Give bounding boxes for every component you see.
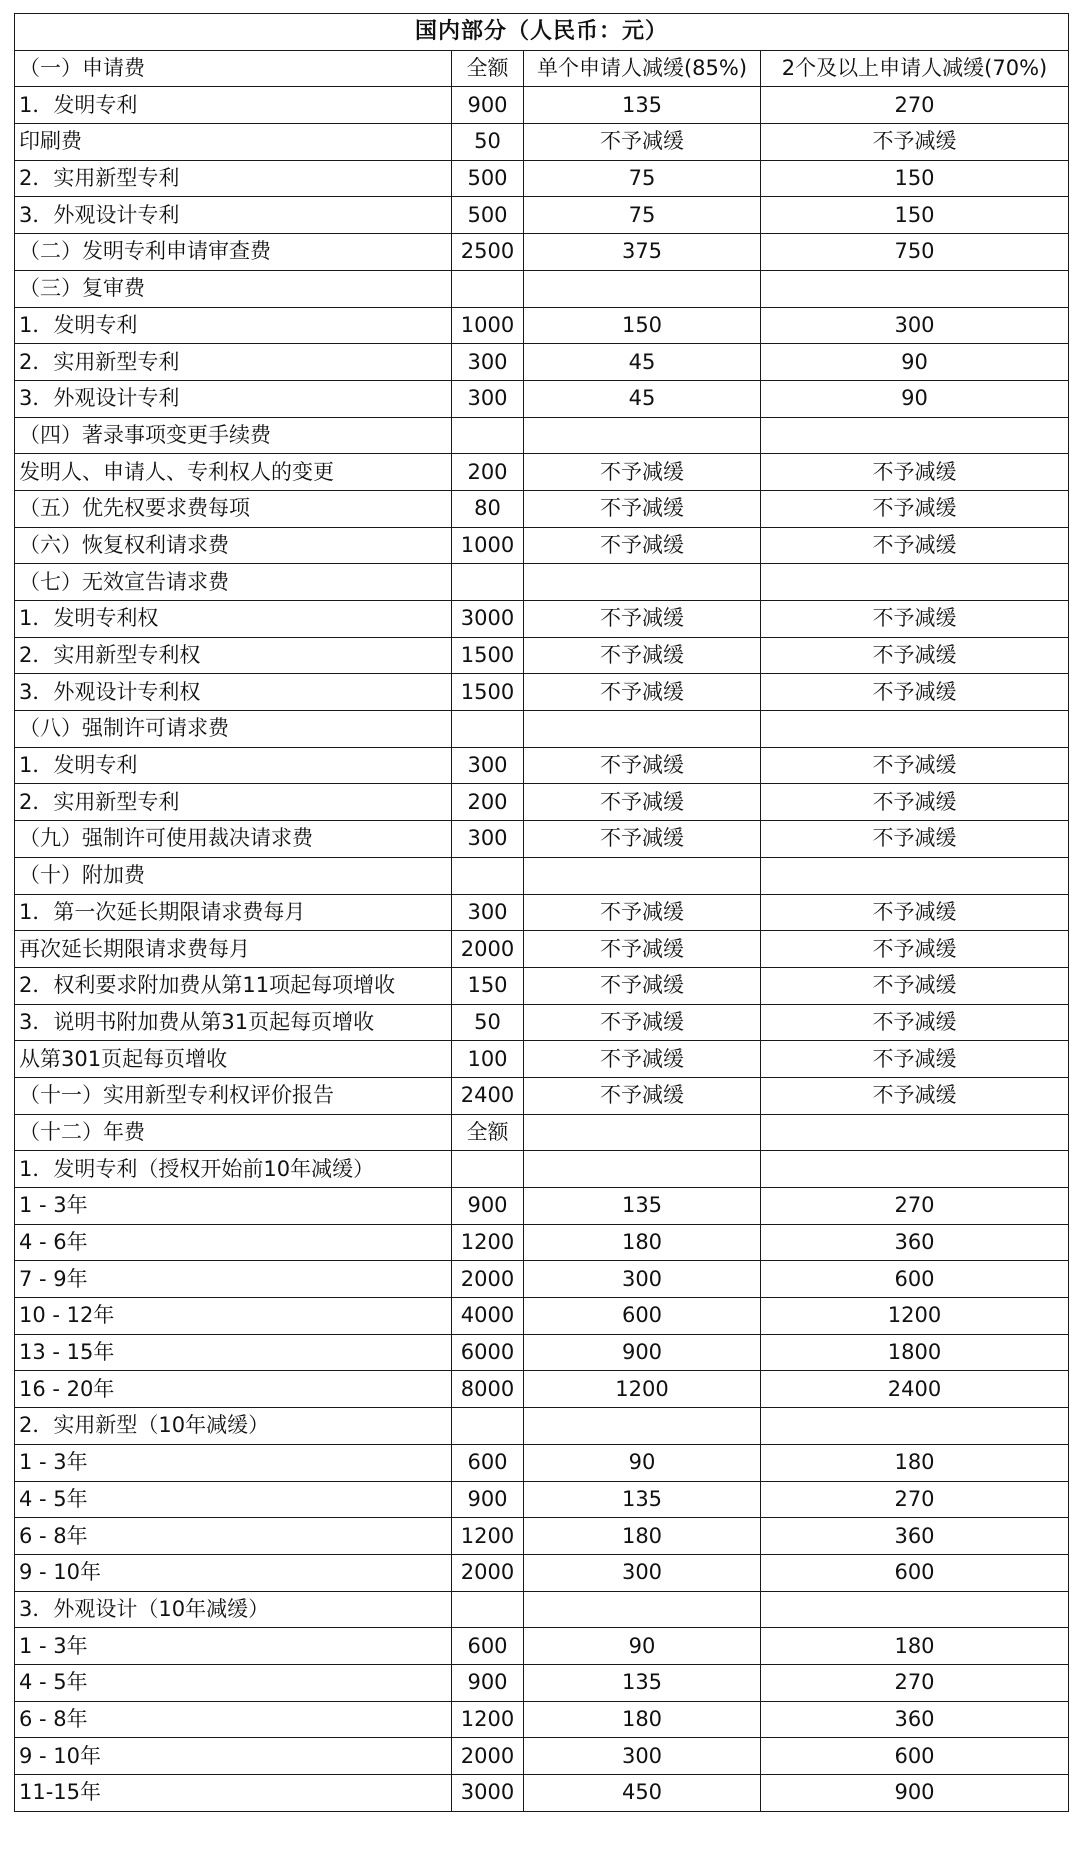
single-applicant-reduction-cell: 300 <box>524 1261 761 1298</box>
full-amount-cell: 300 <box>452 747 524 784</box>
item-name-cell: （四）著录事项变更手续费 <box>15 417 452 454</box>
full-amount-cell: 200 <box>452 454 524 491</box>
full-amount-cell: 900 <box>452 1481 524 1518</box>
table-row <box>15 1554 1069 1591</box>
item-name-cell: 从第301页起每页增收 <box>15 1041 452 1078</box>
full-amount-cell <box>452 711 524 748</box>
item-name-cell: 印刷费 <box>15 124 452 161</box>
single-applicant-reduction-cell <box>524 1408 761 1445</box>
single-applicant-reduction-cell: 不予减缓 <box>524 747 761 784</box>
item-name-cell: 1 - 3年 <box>15 1444 452 1481</box>
full-amount-cell: 1500 <box>452 674 524 711</box>
full-amount-cell: 2000 <box>452 1738 524 1775</box>
multi-applicant-reduction-cell: 不予减缓 <box>761 1041 1069 1078</box>
item-name-cell: 2．实用新型专利权 <box>15 637 452 674</box>
multi-applicant-reduction-cell: 180 <box>761 1628 1069 1665</box>
item-name-cell: 3．外观设计（10年减缓） <box>15 1591 452 1628</box>
single-applicant-reduction-cell: 不予减缓 <box>524 894 761 931</box>
table-row <box>15 1518 1069 1555</box>
table-row <box>15 747 1069 784</box>
single-applicant-reduction-cell: 135 <box>524 87 761 124</box>
multi-applicant-reduction-cell <box>761 1151 1069 1188</box>
table-row <box>15 1701 1069 1738</box>
table-row <box>15 1775 1069 1812</box>
single-applicant-reduction-cell: 75 <box>524 160 761 197</box>
table-row <box>15 344 1069 381</box>
single-applicant-reduction-cell <box>524 564 761 601</box>
full-amount-cell: 2500 <box>452 234 524 271</box>
full-amount-cell: 900 <box>452 1664 524 1701</box>
full-amount-cell: 300 <box>452 821 524 858</box>
table-row <box>15 1188 1069 1225</box>
multi-applicant-reduction-cell: 不予减缓 <box>761 527 1069 564</box>
multi-applicant-reduction-cell: 90 <box>761 344 1069 381</box>
item-name-cell: 1．发明专利 <box>15 87 452 124</box>
item-name-cell: 2．实用新型（10年减缓） <box>15 1408 452 1445</box>
multi-applicant-reduction-cell: 不予减缓 <box>761 674 1069 711</box>
item-name-cell: 4 - 5年 <box>15 1481 452 1518</box>
full-amount-cell: 全额 <box>452 50 524 87</box>
item-name-cell: 4 - 5年 <box>15 1664 452 1701</box>
table-row <box>15 1444 1069 1481</box>
single-applicant-reduction-cell: 300 <box>524 1738 761 1775</box>
full-amount-cell <box>452 1408 524 1445</box>
single-applicant-reduction-cell: 单个申请人减缓(85%) <box>524 50 761 87</box>
multi-applicant-reduction-cell: 360 <box>761 1701 1069 1738</box>
multi-applicant-reduction-cell: 600 <box>761 1554 1069 1591</box>
full-amount-cell: 1500 <box>452 637 524 674</box>
item-name-cell: 7 - 9年 <box>15 1261 452 1298</box>
single-applicant-reduction-cell <box>524 857 761 894</box>
multi-applicant-reduction-cell: 不予减缓 <box>761 747 1069 784</box>
item-name-cell: 4 - 6年 <box>15 1224 452 1261</box>
multi-applicant-reduction-cell <box>761 1591 1069 1628</box>
item-name-cell: 13 - 15年 <box>15 1334 452 1371</box>
table-row <box>15 894 1069 931</box>
single-applicant-reduction-cell: 不予减缓 <box>524 674 761 711</box>
multi-applicant-reduction-cell: 750 <box>761 234 1069 271</box>
item-name-cell: （十一）实用新型专利权评价报告 <box>15 1077 452 1114</box>
item-name-cell: （八）强制许可请求费 <box>15 711 452 748</box>
item-name-cell: 6 - 8年 <box>15 1518 452 1555</box>
multi-applicant-reduction-cell: 不予减缓 <box>761 967 1069 1004</box>
item-name-cell: 11-15年 <box>15 1775 452 1812</box>
multi-applicant-reduction-cell: 2个及以上申请人减缓(70%) <box>761 50 1069 87</box>
item-name-cell: 2．实用新型专利 <box>15 784 452 821</box>
full-amount-cell: 500 <box>452 160 524 197</box>
full-amount-cell: 300 <box>452 380 524 417</box>
full-amount-cell: 2000 <box>452 1554 524 1591</box>
full-amount-cell: 4000 <box>452 1298 524 1335</box>
multi-applicant-reduction-cell: 1200 <box>761 1298 1069 1335</box>
multi-applicant-reduction-cell: 900 <box>761 1775 1069 1812</box>
multi-applicant-reduction-cell: 150 <box>761 160 1069 197</box>
single-applicant-reduction-cell: 不予减缓 <box>524 784 761 821</box>
table-row <box>15 1628 1069 1665</box>
multi-applicant-reduction-cell: 270 <box>761 1188 1069 1225</box>
table-row <box>15 821 1069 858</box>
table-title: 国内部分（人民币：元） <box>15 14 1069 51</box>
table-title-row <box>15 14 1069 51</box>
multi-applicant-reduction-cell: 360 <box>761 1518 1069 1555</box>
full-amount-cell <box>452 417 524 454</box>
multi-applicant-reduction-cell: 不予减缓 <box>761 1077 1069 1114</box>
single-applicant-reduction-cell: 1200 <box>524 1371 761 1408</box>
table-row <box>15 1151 1069 1188</box>
item-name-cell: 1 - 3年 <box>15 1188 452 1225</box>
single-applicant-reduction-cell: 600 <box>524 1298 761 1335</box>
multi-applicant-reduction-cell: 1800 <box>761 1334 1069 1371</box>
single-applicant-reduction-cell: 900 <box>524 1334 761 1371</box>
table-row <box>15 1591 1069 1628</box>
multi-applicant-reduction-cell: 270 <box>761 87 1069 124</box>
item-name-cell: 9 - 10年 <box>15 1554 452 1591</box>
table-row <box>15 711 1069 748</box>
multi-applicant-reduction-cell: 360 <box>761 1224 1069 1261</box>
full-amount-cell: 600 <box>452 1444 524 1481</box>
item-name-cell: 2．权利要求附加费从第11项起每项增收 <box>15 967 452 1004</box>
table-row <box>15 601 1069 638</box>
full-amount-cell <box>452 564 524 601</box>
full-amount-cell: 900 <box>452 87 524 124</box>
table-row <box>15 1004 1069 1041</box>
item-name-cell: 2．实用新型专利 <box>15 160 452 197</box>
table-row <box>15 307 1069 344</box>
multi-applicant-reduction-cell <box>761 1114 1069 1151</box>
single-applicant-reduction-cell: 不予减缓 <box>524 527 761 564</box>
single-applicant-reduction-cell: 180 <box>524 1224 761 1261</box>
multi-applicant-reduction-cell: 不予减缓 <box>761 637 1069 674</box>
item-name-cell: 3．外观设计专利权 <box>15 674 452 711</box>
table-row <box>15 967 1069 1004</box>
single-applicant-reduction-cell: 不予减缓 <box>524 454 761 491</box>
single-applicant-reduction-cell: 不予减缓 <box>524 931 761 968</box>
item-name-cell: 16 - 20年 <box>15 1371 452 1408</box>
full-amount-cell: 3000 <box>452 1775 524 1812</box>
table-row <box>15 160 1069 197</box>
multi-applicant-reduction-cell <box>761 711 1069 748</box>
table-row <box>15 1408 1069 1445</box>
item-name-cell: 6 - 8年 <box>15 1701 452 1738</box>
full-amount-cell <box>452 857 524 894</box>
table-row <box>15 784 1069 821</box>
single-applicant-reduction-cell: 不予减缓 <box>524 124 761 161</box>
full-amount-cell: 500 <box>452 197 524 234</box>
multi-applicant-reduction-cell: 不予减缓 <box>761 490 1069 527</box>
item-name-cell: （三）复审费 <box>15 270 452 307</box>
single-applicant-reduction-cell: 90 <box>524 1444 761 1481</box>
single-applicant-reduction-cell: 45 <box>524 380 761 417</box>
item-name-cell: （五）优先权要求费每项 <box>15 490 452 527</box>
full-amount-cell: 全额 <box>452 1114 524 1151</box>
multi-applicant-reduction-cell: 不予减缓 <box>761 784 1069 821</box>
full-amount-cell: 1000 <box>452 307 524 344</box>
single-applicant-reduction-cell <box>524 1114 761 1151</box>
single-applicant-reduction-cell: 135 <box>524 1481 761 1518</box>
item-name-cell: （二）发明专利申请审查费 <box>15 234 452 271</box>
full-amount-cell <box>452 1591 524 1628</box>
table-row <box>15 270 1069 307</box>
full-amount-cell: 6000 <box>452 1334 524 1371</box>
multi-applicant-reduction-cell: 180 <box>761 1444 1069 1481</box>
full-amount-cell: 8000 <box>452 1371 524 1408</box>
table-row <box>15 454 1069 491</box>
multi-applicant-reduction-cell: 不予减缓 <box>761 931 1069 968</box>
single-applicant-reduction-cell: 135 <box>524 1664 761 1701</box>
table-row <box>15 1371 1069 1408</box>
table-row <box>15 234 1069 271</box>
table-row <box>15 637 1069 674</box>
table-row <box>15 197 1069 234</box>
table-row <box>15 1738 1069 1775</box>
full-amount-cell: 2400 <box>452 1077 524 1114</box>
single-applicant-reduction-cell <box>524 711 761 748</box>
full-amount-cell: 2000 <box>452 1261 524 1298</box>
table-row <box>15 1481 1069 1518</box>
table-row <box>15 124 1069 161</box>
item-name-cell: 3．说明书附加费从第31页起每页增收 <box>15 1004 452 1041</box>
single-applicant-reduction-cell: 90 <box>524 1628 761 1665</box>
multi-applicant-reduction-cell: 90 <box>761 380 1069 417</box>
table-row <box>15 564 1069 601</box>
item-name-cell: 1．发明专利 <box>15 747 452 784</box>
item-name-cell: 2．实用新型专利 <box>15 344 452 381</box>
full-amount-cell: 1200 <box>452 1518 524 1555</box>
multi-applicant-reduction-cell: 300 <box>761 307 1069 344</box>
item-name-cell: 再次延长期限请求费每月 <box>15 931 452 968</box>
single-applicant-reduction-cell: 不予减缓 <box>524 1041 761 1078</box>
multi-applicant-reduction-cell <box>761 270 1069 307</box>
item-name-cell: 3．外观设计专利 <box>15 197 452 234</box>
table-row <box>15 1334 1069 1371</box>
single-applicant-reduction-cell <box>524 417 761 454</box>
full-amount-cell: 200 <box>452 784 524 821</box>
full-amount-cell <box>452 1151 524 1188</box>
single-applicant-reduction-cell: 不予减缓 <box>524 967 761 1004</box>
single-applicant-reduction-cell: 180 <box>524 1518 761 1555</box>
table-row <box>15 87 1069 124</box>
single-applicant-reduction-cell: 45 <box>524 344 761 381</box>
full-amount-cell: 300 <box>452 894 524 931</box>
full-amount-cell: 3000 <box>452 601 524 638</box>
table-row <box>15 490 1069 527</box>
item-name-cell: （一）申请费 <box>15 50 452 87</box>
multi-applicant-reduction-cell: 不予减缓 <box>761 601 1069 638</box>
item-name-cell: 1 - 3年 <box>15 1628 452 1665</box>
table-row <box>15 1114 1069 1151</box>
table-row <box>15 857 1069 894</box>
single-applicant-reduction-cell: 不予减缓 <box>524 821 761 858</box>
item-name-cell: 10 - 12年 <box>15 1298 452 1335</box>
single-applicant-reduction-cell: 300 <box>524 1554 761 1591</box>
multi-applicant-reduction-cell <box>761 417 1069 454</box>
table-row <box>15 527 1069 564</box>
full-amount-cell: 2000 <box>452 931 524 968</box>
full-amount-cell: 100 <box>452 1041 524 1078</box>
item-name-cell: 1．发明专利权 <box>15 601 452 638</box>
multi-applicant-reduction-cell: 不予减缓 <box>761 821 1069 858</box>
single-applicant-reduction-cell: 150 <box>524 307 761 344</box>
full-amount-cell <box>452 270 524 307</box>
multi-applicant-reduction-cell <box>761 564 1069 601</box>
item-name-cell: （十二）年费 <box>15 1114 452 1151</box>
item-name-cell: （七）无效宣告请求费 <box>15 564 452 601</box>
table-row <box>15 50 1069 87</box>
full-amount-cell: 150 <box>452 967 524 1004</box>
single-applicant-reduction-cell: 180 <box>524 1701 761 1738</box>
table-row <box>15 380 1069 417</box>
full-amount-cell: 50 <box>452 124 524 161</box>
single-applicant-reduction-cell: 75 <box>524 197 761 234</box>
table-row <box>15 931 1069 968</box>
multi-applicant-reduction-cell: 270 <box>761 1481 1069 1518</box>
item-name-cell: 3．外观设计专利 <box>15 380 452 417</box>
full-amount-cell: 300 <box>452 344 524 381</box>
full-amount-cell: 600 <box>452 1628 524 1665</box>
single-applicant-reduction-cell: 不予减缓 <box>524 1004 761 1041</box>
single-applicant-reduction-cell <box>524 270 761 307</box>
table-row <box>15 674 1069 711</box>
single-applicant-reduction-cell: 不予减缓 <box>524 601 761 638</box>
full-amount-cell: 900 <box>452 1188 524 1225</box>
multi-applicant-reduction-cell: 不予减缓 <box>761 1004 1069 1041</box>
multi-applicant-reduction-cell: 不予减缓 <box>761 894 1069 931</box>
item-name-cell: 9 - 10年 <box>15 1738 452 1775</box>
fee-table <box>14 13 1069 1812</box>
single-applicant-reduction-cell <box>524 1151 761 1188</box>
table-row <box>15 1298 1069 1335</box>
single-applicant-reduction-cell: 不予减缓 <box>524 1077 761 1114</box>
single-applicant-reduction-cell: 135 <box>524 1188 761 1225</box>
full-amount-cell: 1200 <box>452 1701 524 1738</box>
multi-applicant-reduction-cell: 600 <box>761 1261 1069 1298</box>
item-name-cell: 发明人、申请人、专利权人的变更 <box>15 454 452 491</box>
multi-applicant-reduction-cell: 不予减缓 <box>761 454 1069 491</box>
single-applicant-reduction-cell: 375 <box>524 234 761 271</box>
multi-applicant-reduction-cell <box>761 1408 1069 1445</box>
single-applicant-reduction-cell: 不予减缓 <box>524 637 761 674</box>
multi-applicant-reduction-cell: 270 <box>761 1664 1069 1701</box>
item-name-cell: （九）强制许可使用裁决请求费 <box>15 821 452 858</box>
item-name-cell: 1．第一次延长期限请求费每月 <box>15 894 452 931</box>
multi-applicant-reduction-cell: 150 <box>761 197 1069 234</box>
table-row <box>15 1224 1069 1261</box>
single-applicant-reduction-cell: 450 <box>524 1775 761 1812</box>
full-amount-cell: 50 <box>452 1004 524 1041</box>
item-name-cell: （六）恢复权利请求费 <box>15 527 452 564</box>
full-amount-cell: 80 <box>452 490 524 527</box>
item-name-cell: 1．发明专利（授权开始前10年减缓） <box>15 1151 452 1188</box>
table-row <box>15 1041 1069 1078</box>
multi-applicant-reduction-cell: 不予减缓 <box>761 124 1069 161</box>
single-applicant-reduction-cell: 不予减缓 <box>524 490 761 527</box>
multi-applicant-reduction-cell <box>761 857 1069 894</box>
table-row <box>15 1261 1069 1298</box>
multi-applicant-reduction-cell: 2400 <box>761 1371 1069 1408</box>
table-row <box>15 1664 1069 1701</box>
item-name-cell: 1．发明专利 <box>15 307 452 344</box>
item-name-cell: （十）附加费 <box>15 857 452 894</box>
table-row <box>15 417 1069 454</box>
table-row <box>15 1077 1069 1114</box>
multi-applicant-reduction-cell: 600 <box>761 1738 1069 1775</box>
full-amount-cell: 1000 <box>452 527 524 564</box>
fee-table-body <box>15 14 1069 1812</box>
single-applicant-reduction-cell <box>524 1591 761 1628</box>
full-amount-cell: 1200 <box>452 1224 524 1261</box>
